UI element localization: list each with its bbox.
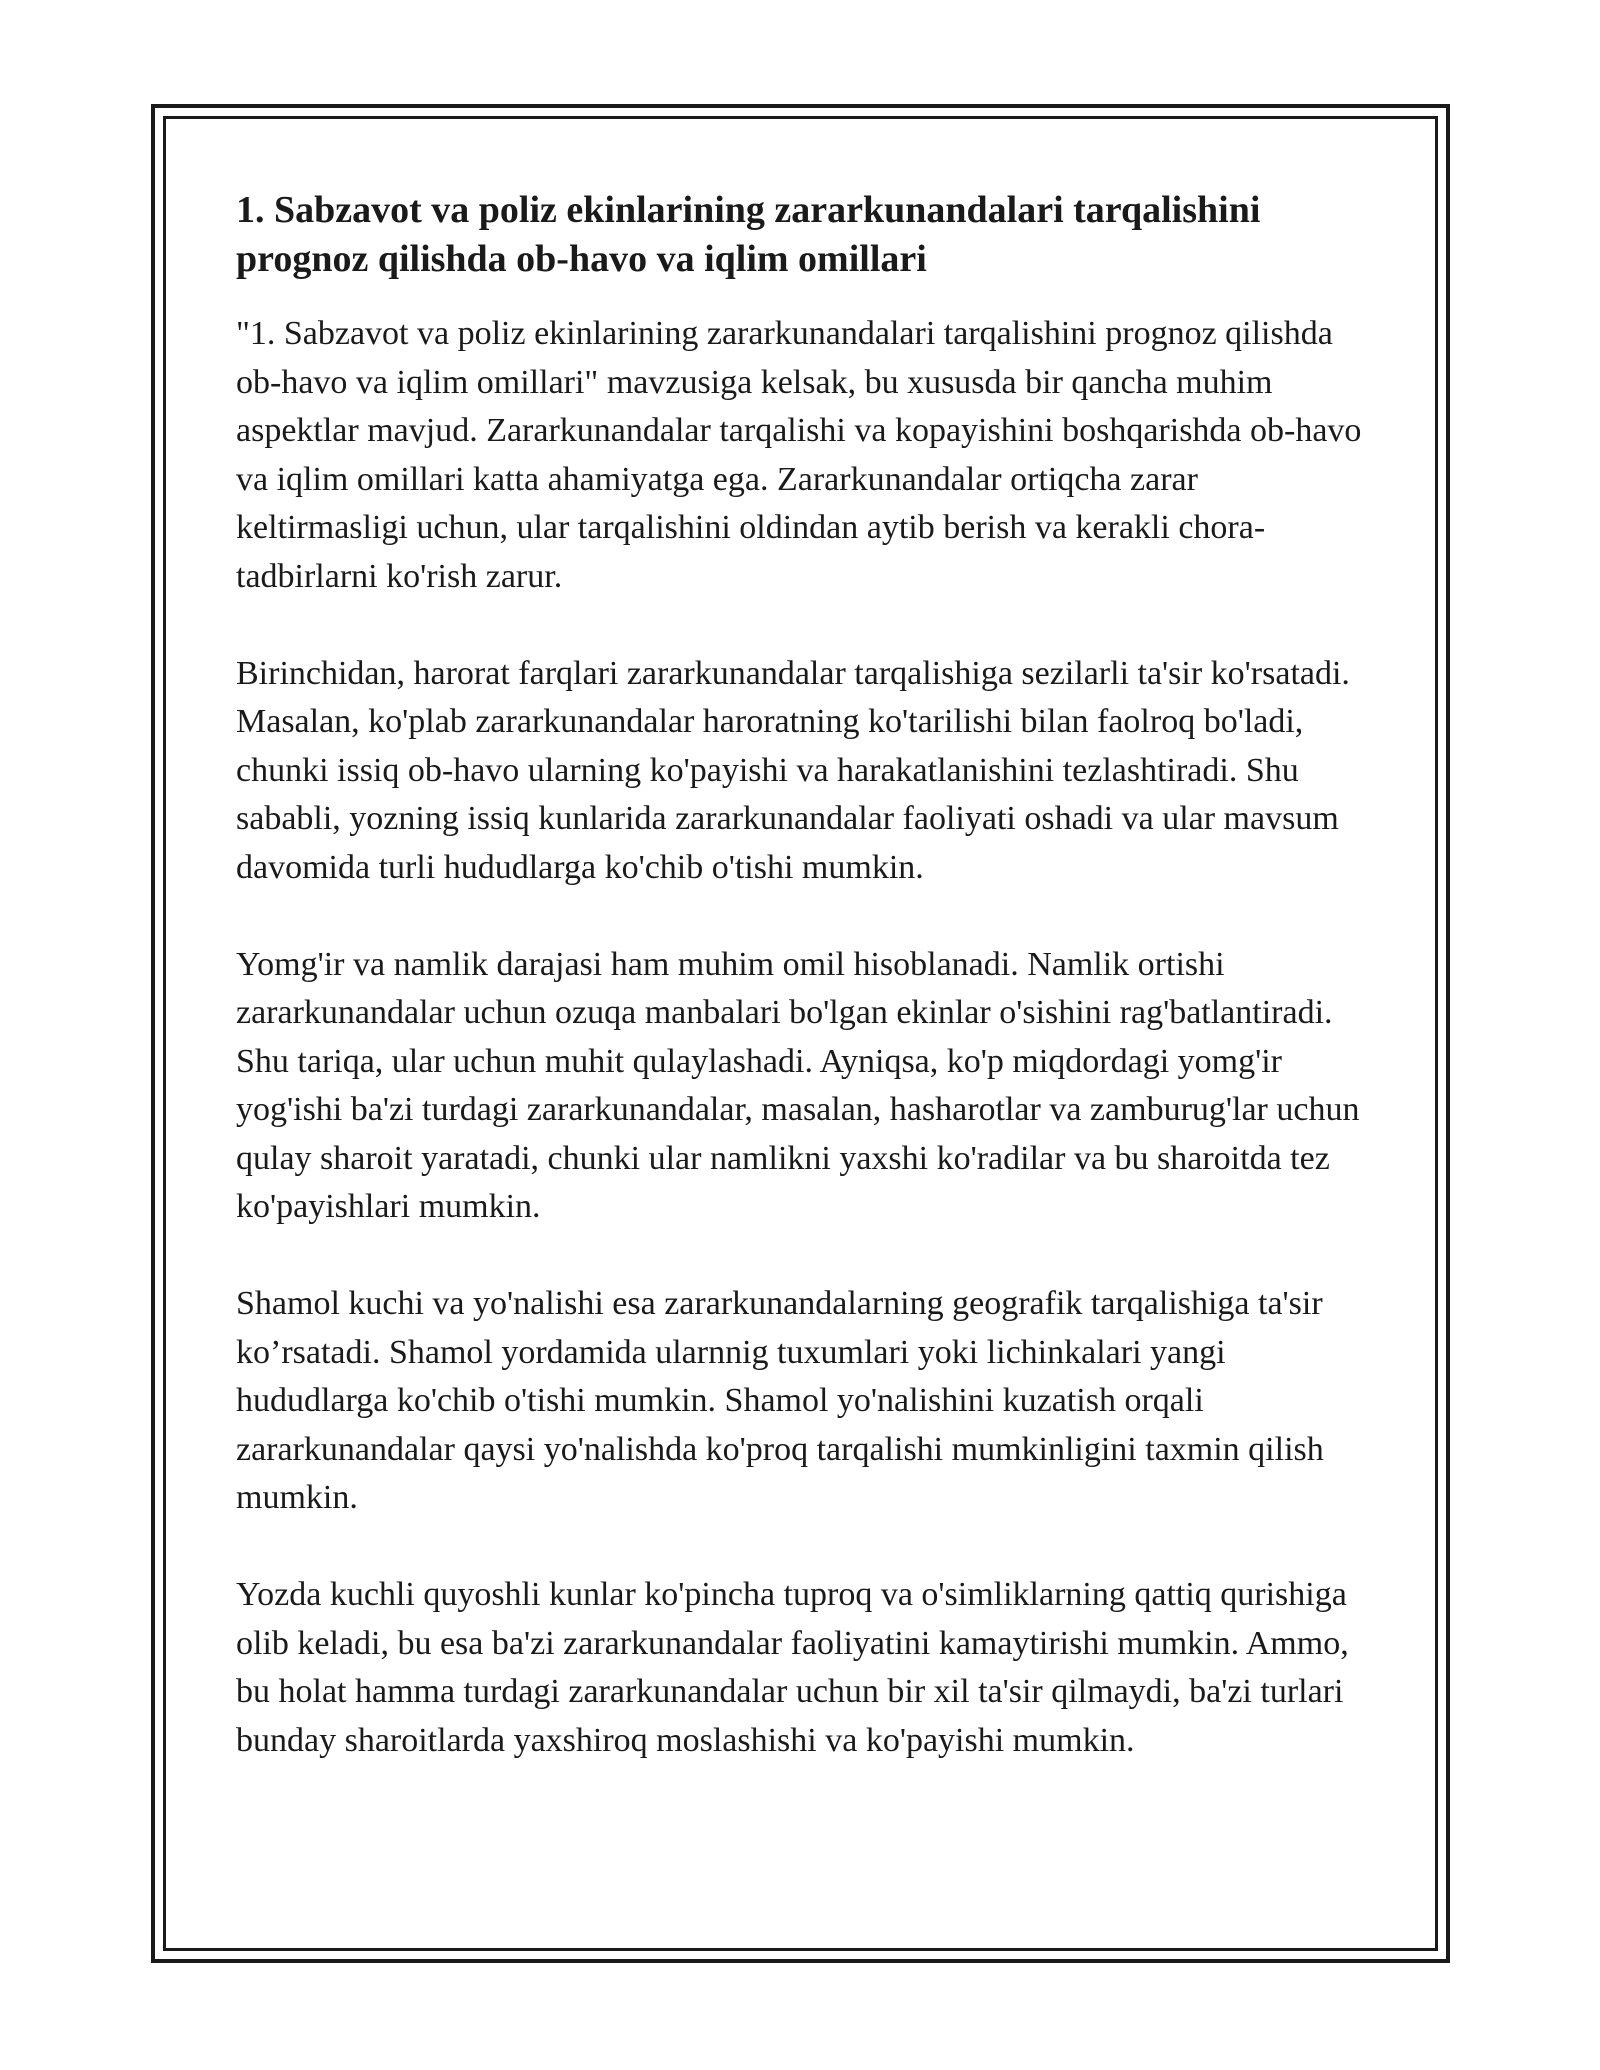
paragraph-intro: "1. Sabzavot va poliz ekinlarining zararkunandalari tarqalishini prognoz qilishda ob-havo va iqlim omillari" mavzusiga kelsak, bu xususda bir qancha muhim aspektlar mavjud. Zararkunandalar tarqalishi va kopayishini boshqarishda ob-havo va iqlim omillari katta ahamiyatga ega. Zararkunandalar ortiqcha zarar keltirmasligi uchun, ular tarqalishini oldindan aytib berish va kerakli chora-tadbirlarni ko'rish zarur. — [236, 315, 1362, 595]
document-body — [236, 186, 1376, 1765]
paragraph-wind: Shamol kuchi va yo'nalishi esa zararkunandalarning geografik tarqalishiga ta'sir ko’rsatadi. Shamol yordamida ularnnig tuxumlari yoki lichinkalari yangi hududlarga ko'chib o'tishi mumkin. Shamol yo'nalishini kuzatish orqali zararkunandalar qaysi yo'nalishda ko'proq tarqalishi mumkinligini taxmin qilish mumkin. — [236, 1285, 1324, 1516]
paragraph-temperature: Birinchidan, harorat farqlari zararkunandalar tarqalishiga sezilarli ta'sir ko'rsatadi. Masalan, ko'plab zararkunandalar haroratning ko'tarilishi bilan faolroq bo'ladi, chunki issiq ob-havo ularning ko'payishi va harakatlanishini tezlashtiradi. Shu sababli, yozning issiq kunlarida zararkunandalar faoliyati oshadi va ular mavsum davomida turli hududlarga ko'chib o'tishi mumkin. — [236, 654, 1350, 886]
document-title: 1. Sabzavot va poliz ekinlarining zararkunandalari tarqalishini prognoz qilishda ob-havo va iqlim omillari — [236, 189, 1261, 280]
paragraph-sunny-days: Yozda kuchli quyoshli kunlar ko'pincha tuproq va o'simliklarning qattiq qurishiga olib keladi, bu esa ba'zi zararkunandalar faoliyatini kamaytirishi mumkin. Ammo, bu holat hamma turdagi zararkunandalar uchun bir xil ta'sir qilmaydi, ba'zi turlari bunday sharoitlarda yaxshiroq moslashishi va ko'payishi mumkin. — [236, 1576, 1349, 1759]
paragraph-humidity: Yomg'ir va namlik darajasi ham muhim omil hisoblanadi. Namlik ortishi zararkunandalar uchun ozuqa manbalari bo'lgan ekinlar o'sishini rag'batlantiradi. Shu tariqa, ular uchun muhit qulaylashadi. Ayniqsa, ko'p miqdordagi yomg'ir yog'ishi ba'zi turdagi zararkunandalar, masalan, hasharotlar va zamburug'lar uchun qulay sharoit yaratadi, chunki ular namlikni yaxshi ko'radilar va bu sharoitda tez ko'payishlari mumkin. — [236, 945, 1360, 1225]
